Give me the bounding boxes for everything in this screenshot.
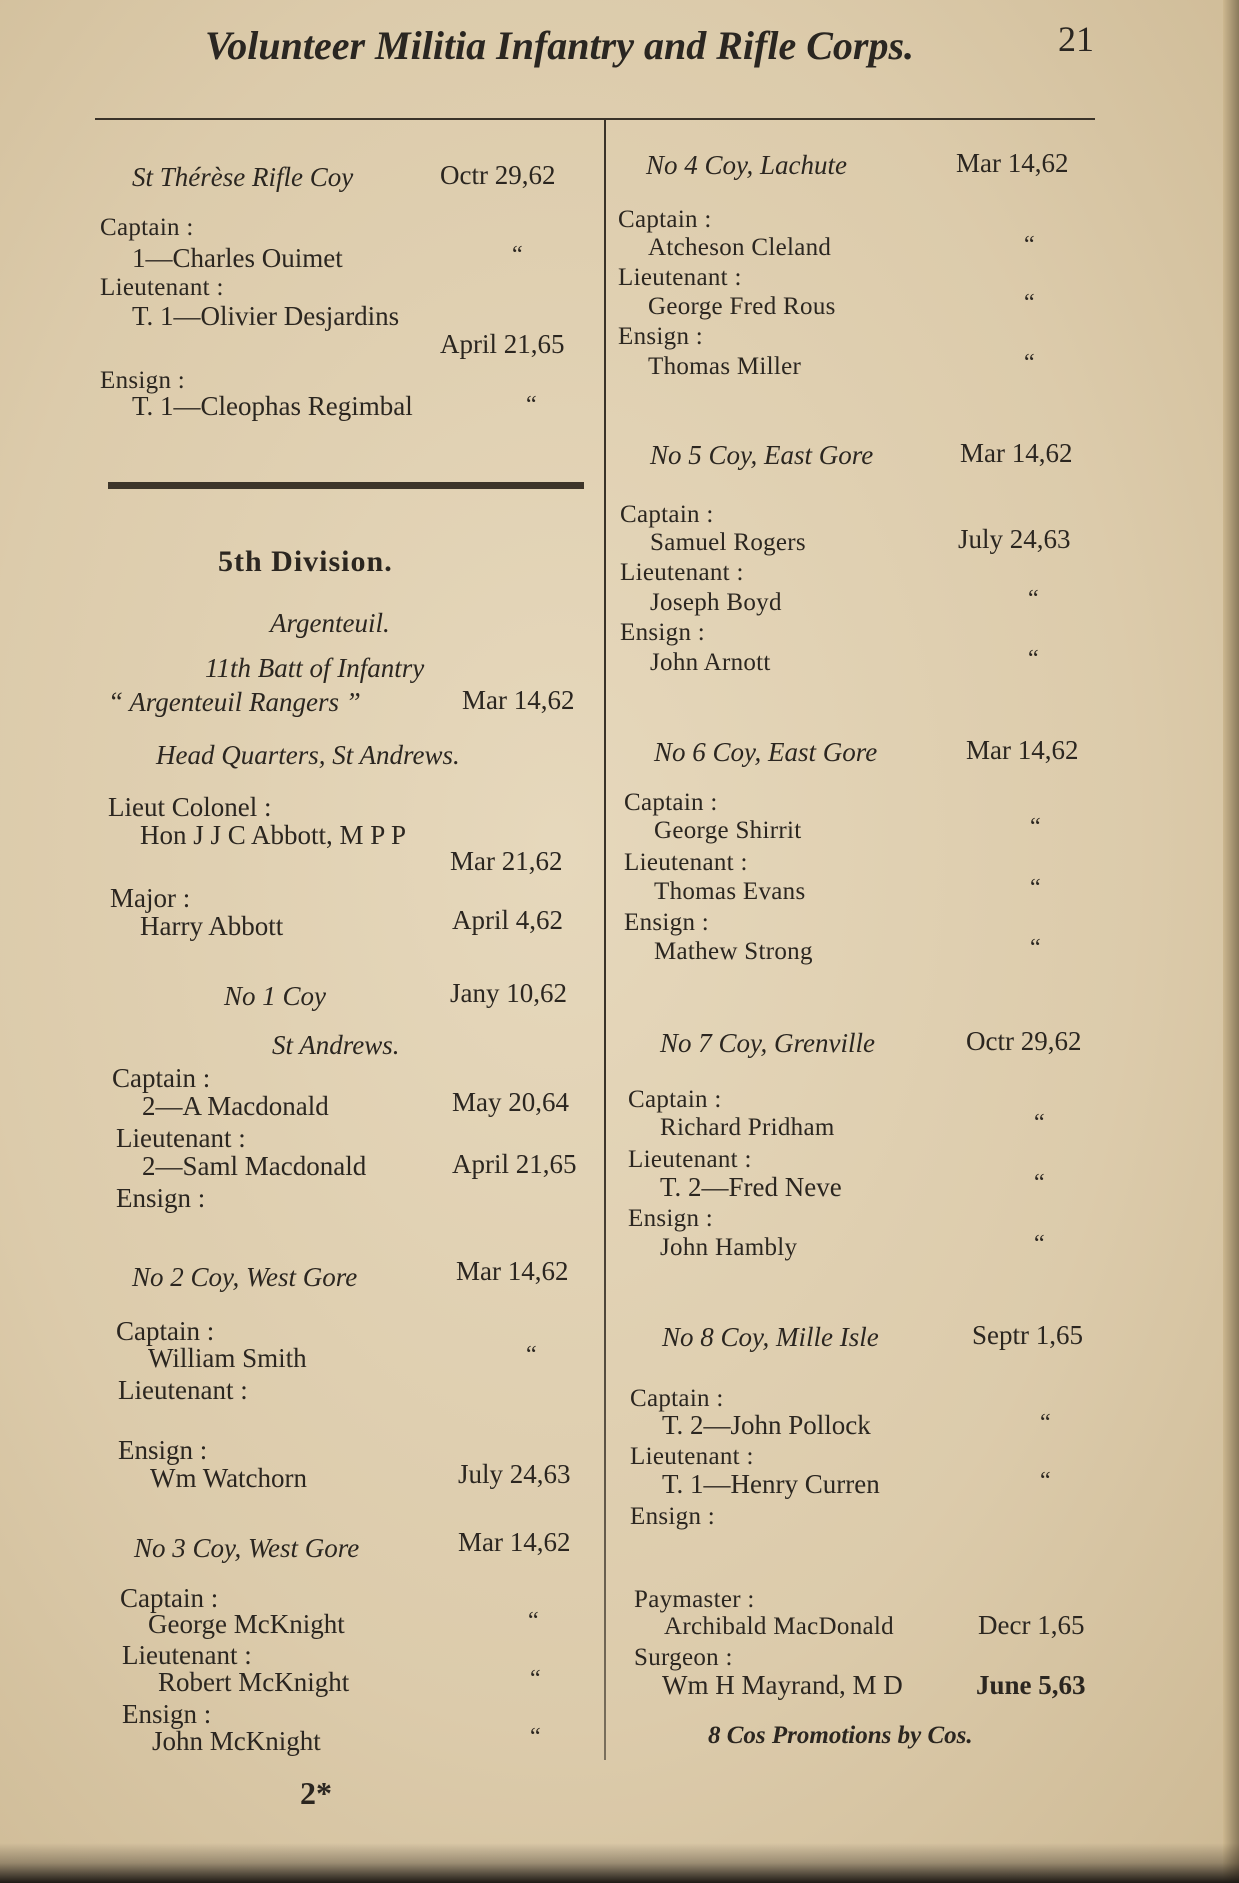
ditto-mark: “ xyxy=(1030,935,1041,961)
captain-label: Captain : xyxy=(112,1063,211,1093)
ditto-mark: “ xyxy=(1034,1110,1045,1136)
captain-label: Captain : xyxy=(630,1385,724,1412)
page-edge xyxy=(1223,0,1239,1883)
paymaster-date: Decr 1,65 xyxy=(978,1610,1085,1640)
page-shadow xyxy=(0,1843,1239,1883)
county-heading: Argenteuil. xyxy=(270,608,390,638)
ensign-label: Ensign : xyxy=(100,367,186,394)
st-therese-heading: St Thérèse Rifle Coy xyxy=(132,162,354,192)
captain-name: 1—Charles Ouimet xyxy=(132,243,343,273)
lieutenant-label: Lieutenant : xyxy=(618,264,742,291)
major-name: Harry Abbott xyxy=(140,911,284,941)
lieutenant-label: Lieutenant : xyxy=(100,274,224,301)
captain-date: May 20,64 xyxy=(452,1087,569,1117)
major-date: April 4,62 xyxy=(452,905,563,935)
major-label: Major : xyxy=(110,883,191,913)
ditto-mark: “ xyxy=(1024,350,1035,376)
ditto-mark: “ xyxy=(1024,232,1035,258)
section-rule xyxy=(108,482,584,489)
lieutenant-name: T. 2—Fred Neve xyxy=(660,1172,842,1202)
battalion-line-1: 11th Batt of Infantry xyxy=(205,653,425,683)
ditto-mark: “ xyxy=(1040,1468,1051,1494)
coy2-heading: No 2 Coy, West Gore xyxy=(132,1262,358,1292)
captain-label: Captain : xyxy=(618,206,712,233)
lieutenant-label: Lieutenant : xyxy=(118,1375,248,1405)
ditto-mark: “ xyxy=(1028,646,1039,672)
captain-label: Captain : xyxy=(628,1086,722,1113)
ditto-mark: “ xyxy=(1024,290,1035,316)
ensign-label: Ensign : xyxy=(628,1205,714,1232)
lt-colonel-name: Hon J J C Abbott, M P P xyxy=(140,820,407,850)
ditto-mark: “ xyxy=(1040,1410,1051,1436)
captain-name: 2—A Macdonald xyxy=(142,1091,329,1121)
ditto-mark: “ xyxy=(1030,814,1041,840)
coy8-date: Septr 1,65 xyxy=(972,1320,1083,1350)
coy3-heading: No 3 Coy, West Gore xyxy=(134,1533,360,1563)
coy7-heading: No 7 Coy, Grenville xyxy=(660,1028,875,1058)
coy5-date: Mar 14,62 xyxy=(960,438,1073,468)
lieutenant-label: Lieutenant : xyxy=(630,1443,754,1470)
coy2-date: Mar 14,62 xyxy=(456,1256,569,1286)
lieutenant-name: 2—Saml Macdonald xyxy=(142,1151,367,1181)
lieutenant-name: T. 1—Olivier Desjardins xyxy=(132,301,400,331)
captain-name: William Smith xyxy=(148,1343,307,1373)
surgeon-date: June 5,63 xyxy=(976,1670,1086,1700)
lt-colonel-date: Mar 21,62 xyxy=(450,846,563,876)
lieutenant-label: Lieutenant : xyxy=(122,1640,252,1670)
captain-label: Captain : xyxy=(116,1316,215,1346)
lieutenant-date: April 21,65 xyxy=(440,329,565,359)
captain-name: T. 2—John Pollock xyxy=(662,1410,871,1440)
lieutenant-label: Lieutenant : xyxy=(620,559,744,586)
captain-name: Richard Pridham xyxy=(660,1114,835,1141)
ditto-mark: “ xyxy=(512,242,523,268)
battalion-line-2: “ Argenteuil Rangers ” xyxy=(108,687,361,717)
coy1-heading: No 1 Coy xyxy=(224,981,327,1011)
ditto-mark: “ xyxy=(1034,1170,1045,1196)
coy8-heading: No 8 Coy, Mille Isle xyxy=(662,1322,879,1352)
coy1-place: St Andrews. xyxy=(272,1030,400,1060)
lieutenant-label: Lieutenant : xyxy=(624,849,748,876)
coy4-date: Mar 14,62 xyxy=(956,148,1069,178)
ensign-name: Thomas Miller xyxy=(648,353,802,380)
ensign-label: Ensign : xyxy=(630,1503,716,1530)
lieutenant-label: Lieutenant : xyxy=(628,1146,752,1173)
surgeon-name: Wm H Mayrand, M D xyxy=(662,1670,903,1700)
st-therese-date: Octr 29,62 xyxy=(440,160,556,190)
ensign-name: T. 1—Cleophas Regimbal xyxy=(132,391,413,421)
ditto-mark: “ xyxy=(530,1724,541,1750)
ensign-label: Ensign : xyxy=(618,323,704,350)
captain-label: Captain : xyxy=(100,214,194,241)
ensign-name: Mathew Strong xyxy=(654,938,813,965)
ditto-mark: “ xyxy=(1028,586,1039,612)
lieutenant-name: George Fred Rous xyxy=(648,293,836,320)
lieutenant-name: T. 1—Henry Curren xyxy=(662,1469,880,1499)
captain-label: Captain : xyxy=(620,501,714,528)
coy6-date: Mar 14,62 xyxy=(966,735,1079,765)
ensign-label: Ensign : xyxy=(116,1183,206,1213)
ensign-name: John McKnight xyxy=(152,1726,321,1756)
captain-name: George McKnight xyxy=(148,1609,345,1639)
ditto-mark: “ xyxy=(1034,1231,1045,1257)
coy1-date: Jany 10,62 xyxy=(450,978,567,1008)
ensign-label: Ensign : xyxy=(624,909,710,936)
ditto-mark: “ xyxy=(1030,875,1041,901)
header-rule xyxy=(95,118,1095,120)
ensign-label: Ensign : xyxy=(118,1435,208,1465)
captain-label: Captain : xyxy=(624,789,718,816)
ditto-mark: “ xyxy=(526,392,537,418)
ensign-name: Wm Watchorn xyxy=(150,1463,308,1493)
battalion-date: Mar 14,62 xyxy=(462,685,575,715)
ditto-mark: “ xyxy=(526,1342,537,1368)
ensign-label: Ensign : xyxy=(122,1699,212,1729)
lieutenant-name: Thomas Evans xyxy=(654,878,806,905)
ensign-name: John Arnott xyxy=(650,649,771,676)
coy7-date: Octr 29,62 xyxy=(966,1026,1082,1056)
lieutenant-date: April 21,65 xyxy=(452,1149,577,1179)
surgeon-label: Surgeon : xyxy=(634,1644,733,1671)
coy4-heading: No 4 Coy, Lachute xyxy=(646,150,847,180)
coy3-date: Mar 14,62 xyxy=(458,1527,571,1557)
page-number: 21 xyxy=(1058,19,1094,59)
paymaster-label: Paymaster : xyxy=(634,1586,755,1613)
ditto-mark: “ xyxy=(530,1666,541,1692)
lt-colonel-label: Lieut Colonel : xyxy=(108,792,272,822)
captain-name: George Shirrit xyxy=(654,817,802,844)
coy5-heading: No 5 Coy, East Gore xyxy=(650,440,874,470)
running-header-title: Volunteer Militia Infantry and Rifle Corps. xyxy=(205,23,915,68)
signature-mark: 2* xyxy=(300,1775,332,1811)
captain-label: Captain : xyxy=(120,1583,219,1613)
lieutenant-name: Robert McKnight xyxy=(158,1667,350,1697)
ditto-mark: “ xyxy=(528,1608,539,1634)
ensign-label: Ensign : xyxy=(620,619,706,646)
paymaster-name: Archibald MacDonald xyxy=(664,1613,894,1640)
captain-date: July 24,63 xyxy=(958,524,1071,554)
lieutenant-label: Lieutenant : xyxy=(116,1123,246,1153)
ensign-name: John Hambly xyxy=(660,1234,798,1261)
captain-name: Samuel Rogers xyxy=(650,529,806,556)
footer-note: 8 Cos Promotions by Cos. xyxy=(708,1722,973,1749)
lieutenant-name: Joseph Boyd xyxy=(650,589,782,616)
coy6-heading: No 6 Coy, East Gore xyxy=(654,737,878,767)
headquarters: Head Quarters, St Andrews. xyxy=(156,740,460,770)
division-title: 5th Division. xyxy=(218,545,393,578)
ensign-date: July 24,63 xyxy=(458,1459,571,1489)
captain-name: Atcheson Cleland xyxy=(648,234,832,261)
column-divider xyxy=(604,120,606,1760)
